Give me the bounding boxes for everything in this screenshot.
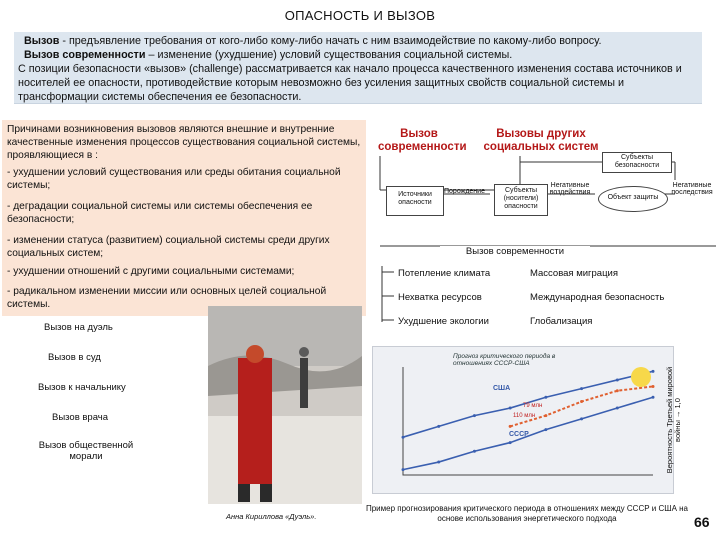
generation-label: Порождение	[444, 188, 485, 195]
chart-point	[580, 387, 583, 390]
cause-item: - ухудшении условий существования или среды обитания социальной системы;	[7, 167, 341, 191]
causes-block	[2, 120, 366, 316]
chart-point	[473, 414, 476, 417]
chart-point	[544, 414, 547, 417]
painting-caption: Анна Кириллова «Дуэль».	[226, 512, 317, 521]
chart-point	[544, 428, 547, 431]
chart-point	[402, 468, 405, 471]
page-title: ОПАСНОСТЬ И ВЫЗОВ	[284, 8, 436, 23]
chart-title: Прогноз критического периода в отношениях СССР-США	[453, 353, 556, 367]
chart-svg	[373, 347, 673, 493]
chart-point	[544, 396, 547, 399]
cause-item: - изменении статуса (развитием) социальной системы среди других социальных систем;	[7, 235, 330, 259]
chart-point	[402, 436, 405, 439]
challenge-item: Ухудшение экологии	[398, 316, 489, 327]
challenge-item: Международная безопасность	[530, 292, 665, 303]
other-systems-label: Вызовы других социальных систем	[483, 128, 599, 153]
challenge-item: Массовая миграция	[530, 268, 618, 279]
intro-block	[14, 32, 702, 104]
chart-point	[509, 425, 512, 428]
chart-point	[616, 389, 619, 392]
challenge-type: Вызов общественной морали	[38, 440, 134, 462]
critical-point-marker	[631, 367, 651, 387]
carriers-box: Субъекты (носители) опасности	[494, 184, 548, 216]
chart-point	[580, 417, 583, 420]
modern-challenge-label: Вызов современности	[378, 128, 467, 153]
chart-caption: Пример прогнозирования критического периода в отношениях между СССР и США на основе использования энергетического подхода	[365, 504, 689, 523]
cause-item: - ухудшении отношений с другими социальными системами;	[7, 266, 295, 277]
forecast-chart	[372, 346, 674, 494]
chart-ylabel: Вероятность Третьей мировой войны → 1,0	[665, 366, 682, 474]
chart-point	[509, 407, 512, 410]
chart-label: 79 млн	[523, 403, 543, 409]
challenge-type: Вызов к начальнику	[38, 382, 126, 393]
modern-challenge-heading: Вызов современности	[440, 246, 590, 257]
chart-point	[580, 400, 583, 403]
chart-point	[616, 378, 619, 381]
chart-point	[652, 396, 655, 399]
chart-point	[437, 461, 440, 464]
cause-item: - радикальном изменении миссии или основных целей социальной системы.	[7, 286, 327, 310]
challenge-type: Вызов в суд	[48, 352, 101, 363]
sources-box: Источники опасности	[386, 186, 444, 216]
causes-heading: Причинами возникновения вызовов являются внешние и внутренние качественные изменения процессов существования социальной системы, проявляющиеся в :	[7, 124, 361, 161]
intro-line2: Вызов современности – изменение (ухудшение) условий существования социальной системы.	[24, 49, 513, 61]
page-number: 66	[694, 514, 710, 530]
chart-label: 110 млн	[513, 413, 536, 419]
chart-point	[437, 425, 440, 428]
chart-point	[473, 450, 476, 453]
duel-painting	[208, 306, 362, 504]
chart-ylabel-wrap	[666, 360, 682, 480]
chart-label-ussr: СССР	[509, 431, 529, 438]
intro-line1: Вызов - предъявление требования от кого-либо кому-либо начать с ним взаимодействие по какому-либо вопросу.	[24, 35, 602, 47]
challenge-type: Вызов на дуэль	[44, 322, 113, 333]
challenge-item: Глобализация	[530, 316, 593, 327]
protected-object: Объект защиты	[598, 186, 668, 212]
impact-label: Негативные воздействия	[549, 182, 591, 196]
chart-point	[509, 441, 512, 444]
challenge-type: Вызов врача	[52, 412, 109, 423]
subjects-box: Субъекты безопасности	[602, 152, 672, 173]
challenge-item: Потепление климата	[398, 268, 491, 279]
chart-axis	[403, 367, 653, 475]
chart-label-usa: США	[493, 385, 511, 392]
challenge-item: Нехватка ресурсов	[398, 292, 482, 303]
chart-point	[652, 385, 655, 388]
cause-item: - деградации социальной системы или системы обеспечения ее безопасности;	[7, 201, 313, 225]
chart-point	[652, 370, 655, 373]
consequences-label: Негативные последствия	[671, 182, 713, 196]
intro-line3: С позиции безопасности «вызов» (challenge) рассматривается как начало процесса качественного изменения состава источников и носителей ее опасности, противодействие которым невозможно без усиления защитных свойств социальной системы и трансформации системы обеспечения ее безопасности.	[18, 63, 682, 103]
chart-point	[616, 407, 619, 410]
